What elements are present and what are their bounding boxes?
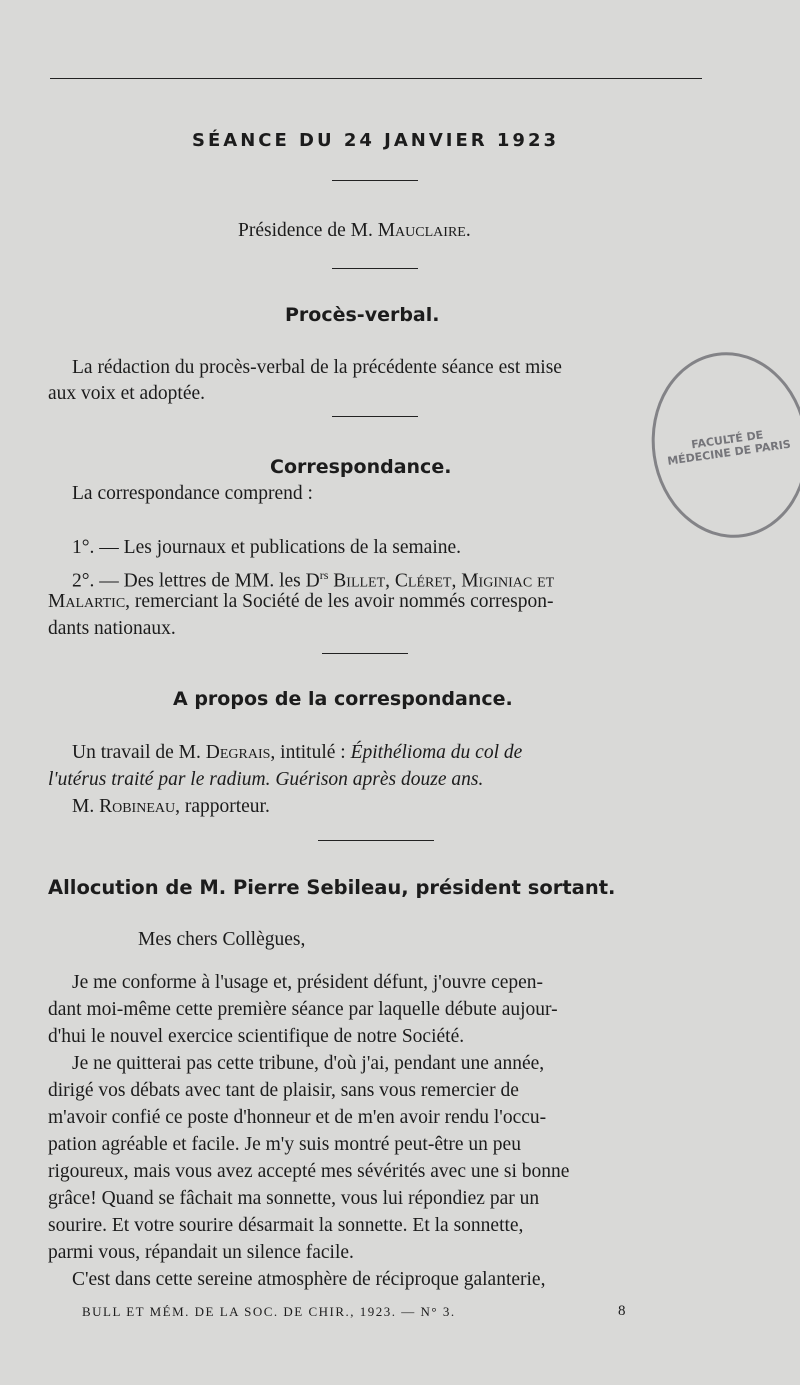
separator-rule [322, 653, 408, 654]
text-line: dirigé vos débats avec tant de plaisir, sans vous remercier de [48, 1080, 519, 1101]
footer-citation: BULL ET MÉM. DE LA SOC. DE CHIR., 1923. — N° 3. [82, 1304, 456, 1319]
separator-rule [318, 840, 434, 841]
apropos-heading: A propos de la correspondance. [173, 688, 513, 710]
apropos-text: Un travail de M. [72, 742, 206, 763]
apropos-text: , rapporteur. [175, 796, 270, 817]
stamp-text: FACULTÉ DE MÉDECINE DE PARIS [666, 428, 792, 468]
allocution-heading: Allocution de M. Pierre Sebileau, président sortant. [48, 876, 616, 899]
text-line [72, 794, 270, 820]
text-line: parmi vous, répandait un silence facile. [48, 1242, 354, 1263]
library-stamp [640, 342, 800, 548]
work-title-line: l'utérus traité par le radium. Guérison après douze ans. [48, 769, 484, 790]
text-line: grâce! Quand se fâchait ma sonnette, vous lui répondiez par un [48, 1188, 540, 1209]
top-rule [50, 78, 702, 79]
author-name: Degrais [205, 742, 271, 763]
item2-text: 2°. — Des lettres de MM. les D [72, 570, 320, 592]
text-line [48, 589, 553, 615]
separator-rule [332, 268, 418, 269]
text-line [72, 740, 522, 766]
item2-names: Billet, Cléret, Miginiac et [328, 570, 555, 592]
text-line: aux voix et adoptée. [48, 383, 206, 404]
president-name: Mauclaire. [377, 220, 471, 241]
text-line: C'est dans cette sereine atmosphère de réciproque galanterie, [72, 1269, 546, 1290]
salutation: Mes chers Collègues, [138, 929, 306, 950]
work-title: Épithélioma du col de [350, 742, 523, 763]
text-line: rigoureux, mais vous avez accepté mes sévérités avec une si bonne [48, 1161, 570, 1182]
text-line: dants nationaux. [48, 618, 176, 639]
text-line: d'hui le nouvel exercice scientifique de notre Société. [48, 1026, 465, 1047]
proces-verbal-heading: Procès-verbal. [285, 304, 440, 326]
item2-text: , remerciant la Société de les avoir nommés correspon- [125, 591, 554, 612]
separator-rule [332, 180, 418, 181]
text-line: sourire. Et votre sourire désarmait la sonnette. Et la sonnette, [48, 1215, 524, 1236]
presidence-line [238, 218, 471, 244]
rapporteur-name: Robineau [99, 796, 176, 817]
text-line: La rédaction du procès-verbal de la précédente séance est mise [72, 357, 562, 378]
correspondance-heading: Correspondance. [270, 456, 452, 478]
text-line: 1°. — Les journaux et publications de la semaine. [72, 537, 462, 558]
text-line: La correspondance comprend : [72, 483, 313, 504]
apropos-text: M. [72, 796, 100, 817]
text-line: Je ne quitterai pas cette tribune, d'où j'ai, pendant une année, [72, 1053, 545, 1074]
presidence-prefix: Présidence de M. [238, 220, 378, 241]
separator-rule [332, 416, 418, 417]
page-number: 8 [618, 1303, 626, 1319]
text-line: pation agréable et facile. Je m'y suis montré peut-être un peu [48, 1134, 521, 1155]
apropos-text: , intitulé : [270, 742, 351, 763]
text-line: m'avoir confié ce poste d'honneur et de m'en avoir rendu l'occu- [48, 1107, 547, 1128]
text-line: dant moi-même cette première séance par laquelle débute aujour- [48, 999, 558, 1020]
item2-name: Malartic [48, 591, 126, 612]
doctors-abbrev: rs [319, 568, 329, 582]
session-title: SÉANCE DU 24 JANVIER 1923 [192, 130, 560, 151]
text-line: Je me conforme à l'usage et, président défunt, j'ouvre cepen- [72, 972, 544, 993]
